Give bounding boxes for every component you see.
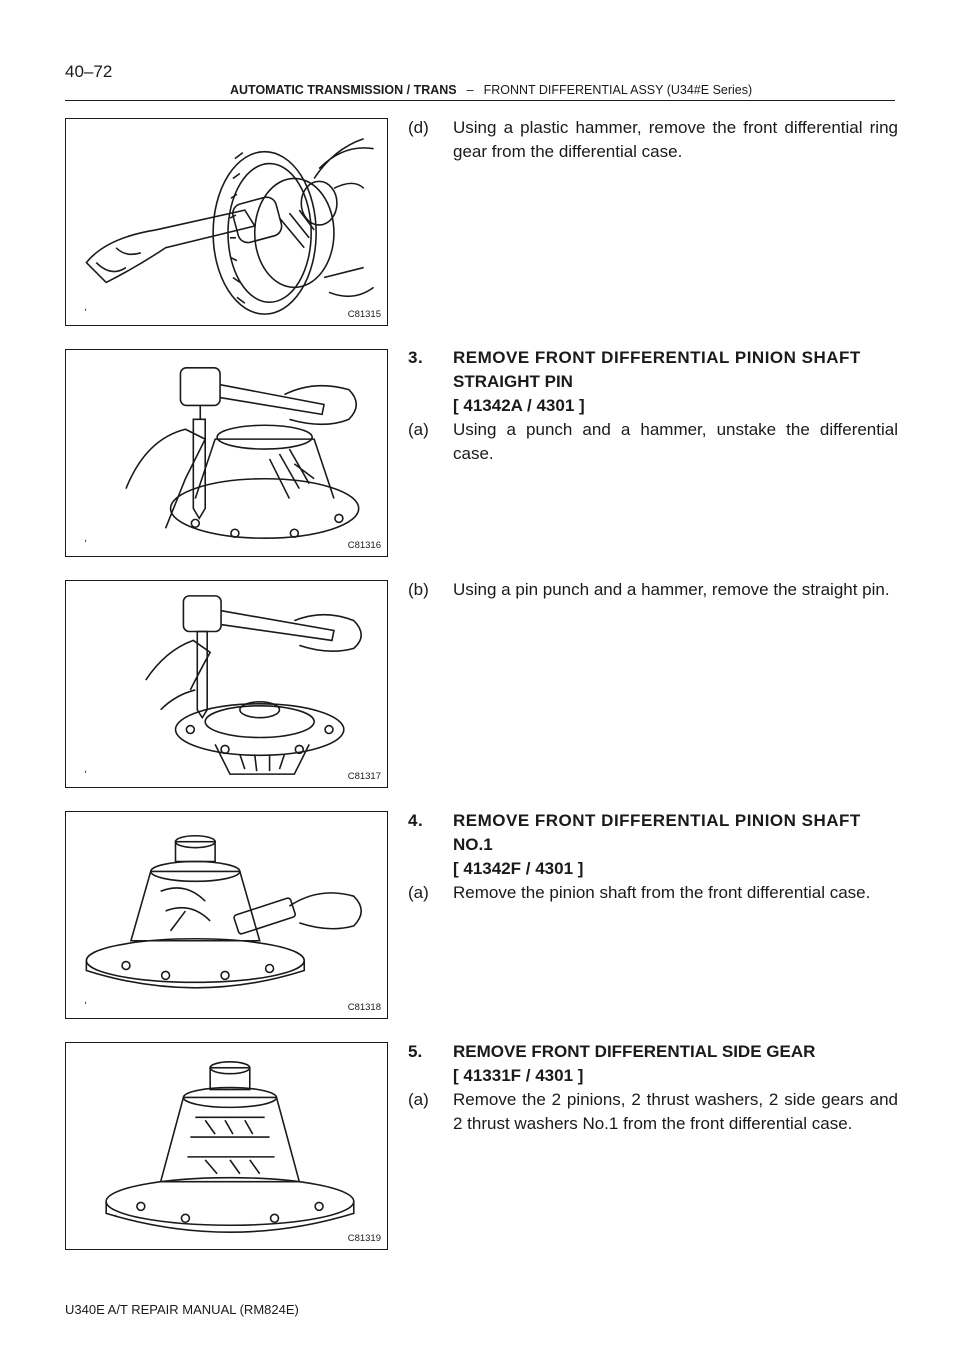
- illustration-unstake: [66, 350, 387, 556]
- step-number: 3.: [408, 348, 424, 367]
- header-title: [230, 83, 752, 97]
- figure-remove-pinion-shaft: [65, 811, 388, 1019]
- step-5: [408, 1040, 898, 1088]
- figure-mark: ʹ: [84, 539, 86, 550]
- step-text: Using a pin punch and a hammer, remove the straight pin.: [453, 580, 890, 599]
- step-number: 4.: [408, 811, 424, 830]
- figure-ring-gear-removal: [65, 118, 388, 326]
- step-heading-line1: REMOVE FRONT DIFFERENTIAL PINION SHAFT: [453, 811, 861, 830]
- step-text: Using a punch and a hammer, unstake the differential case.: [453, 420, 898, 463]
- figure-code: C81317: [347, 771, 381, 782]
- figure-code: C81315: [347, 309, 381, 320]
- figure-unstake-case: [65, 349, 388, 557]
- step-4a: [408, 881, 898, 905]
- part-number: [ 41331F / 4301 ]: [453, 1066, 584, 1085]
- figure-remove-side-gear: [65, 1042, 388, 1250]
- figure-remove-straight-pin: [65, 580, 388, 788]
- step-d: [408, 116, 898, 164]
- part-number: [ 41342A / 4301 ]: [453, 396, 585, 415]
- figure-mark: ʹ: [114, 1214, 116, 1225]
- step-text: Using a plastic hammer, remove the front differential ring gear from the differential case.: [453, 118, 898, 161]
- step-label: (a): [408, 883, 429, 902]
- step-label: (a): [408, 1090, 429, 1109]
- header-subsection: FRONNT DIFFERENTIAL ASSY (U34#E Series): [483, 83, 753, 97]
- step-3: [408, 346, 898, 418]
- figure-mark: ʹ: [84, 1001, 86, 1012]
- step-text: Remove the 2 pinions, 2 thrust washers, 2 side gears and 2 thrust washers No.1 from the front differential case.: [453, 1090, 898, 1133]
- step-heading-line1: REMOVE FRONT DIFFERENTIAL SIDE GEAR: [453, 1042, 816, 1061]
- figure-code: C81318: [347, 1002, 381, 1013]
- step-heading-line2: STRAIGHT PIN: [453, 372, 573, 391]
- illustration-ring-gear: [66, 119, 387, 325]
- step-label: (a): [408, 420, 429, 439]
- step-heading-line2: NO.1: [453, 835, 493, 854]
- step-5a: [408, 1088, 898, 1136]
- figure-code: C81319: [347, 1233, 381, 1244]
- step-label: (b): [408, 580, 429, 599]
- step-4: [408, 809, 898, 881]
- figure-mark: ʹ: [84, 770, 86, 781]
- header-rule: [65, 100, 895, 101]
- footer-manual-title: U340E A/T REPAIR MANUAL (RM824E): [65, 1302, 299, 1317]
- step-3b: [408, 578, 898, 602]
- step-heading-line1: REMOVE FRONT DIFFERENTIAL PINION SHAFT: [453, 348, 861, 367]
- header-section: AUTOMATIC TRANSMISSION / TRANS: [230, 83, 457, 97]
- step-number: 5.: [408, 1042, 423, 1061]
- illustration-straight-pin: [66, 581, 387, 787]
- page-number: 40–72: [65, 62, 113, 81]
- part-number: [ 41342F / 4301 ]: [453, 859, 584, 878]
- figure-code: C81316: [347, 540, 381, 551]
- step-text: Remove the pinion shaft from the front differential case.: [453, 883, 871, 902]
- step-3a: [408, 418, 898, 466]
- illustration-pinion-shaft: [66, 812, 387, 1018]
- step-label: (d): [408, 118, 429, 137]
- header-separator: –: [466, 83, 474, 97]
- figure-mark: ʹ: [84, 308, 86, 319]
